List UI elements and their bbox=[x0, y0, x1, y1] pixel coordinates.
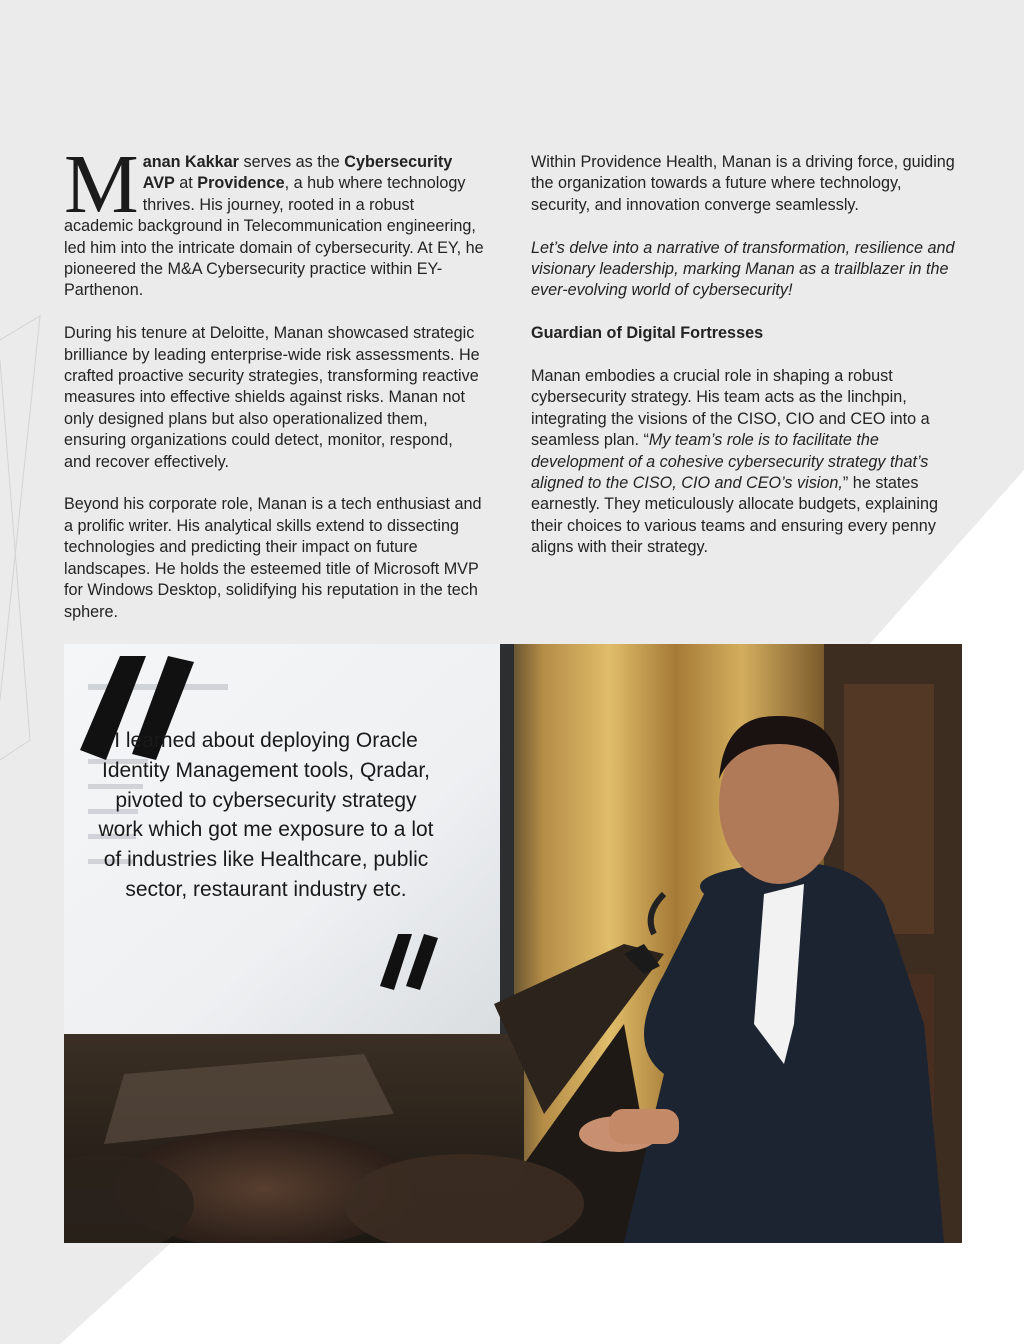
inline-quote: My team’s role is to facilitate the development of a cohesive cybersecurity strategy that’s aligned to the CISO, CIO and CEO’s vision, bbox=[531, 431, 929, 493]
pull-quote-text: I learned about deploying Oracle Identity Management tools, Qradar, pivoted to cybersecurity strategy work which got me exposure to a lot of industries like Healthcare, public sector, restaurant industry etc. bbox=[98, 729, 434, 901]
article-right-column bbox=[531, 152, 961, 580]
organization-name: Providence bbox=[197, 174, 285, 193]
close-quote-icon bbox=[380, 934, 440, 990]
intro-paragraph: Manan Kakkar serves as the Cybersecurity AVP at Providence, a hub where technology thrives. His journey, rooted in a robust academic background in Telecommunication engineering, led him into the intricate domain of cybersecurity. At EY, he pioneered the M&A Cybersecurity practice within EY-Parthenon. bbox=[64, 138, 484, 300]
section-heading: Guardian of Digital Fortresses bbox=[531, 324, 764, 343]
narrative-italic-paragraph: Let’s delve into a narrative of transformation, resilience and visionary leadership, marking Manan as a trailblazer in the ever-evolving world of cybersecurity! bbox=[531, 238, 955, 300]
person-name: anan Kakkar bbox=[142, 153, 239, 171]
deloitte-paragraph: During his tenure at Deloitte, Manan showcased strategic brilliance by leading enterprise-wide risk assessments. He crafted proactive security strategies, transforming reactive measures into effective shields against risks. Manan not only designed plans but also operationalized them, ensuring organizations could detect, monitor, respond, and recover effectively. bbox=[64, 324, 480, 471]
article-left-column bbox=[64, 138, 484, 644]
drop-cap: M bbox=[64, 138, 139, 231]
providence-paragraph: Within Providence Health, Manan is a driving force, guiding the organization towards a future where technology, security, and innovation converge seamlessly. bbox=[531, 153, 955, 214]
corporate-role-paragraph: Beyond his corporate role, Manan is a tech enthusiast and a prolific writer. His analytical skills extend to dissecting technologies and predicting their impact on future landscapes. He holds the esteemed title of Microsoft MVP for Windows Desktop, solidifying his reputation in the tech sphere. bbox=[64, 495, 482, 621]
job-title: Cybersecurity AVP bbox=[142, 153, 453, 193]
strategy-paragraph: Manan embodies a crucial role in shaping a robust cybersecurity strategy. His team acts as the linchpin, integrating the visions of the CISO, CIO and CEO into a seamless plan. “My team’s role is to facilitate the development of a cohesive cybersecurity strategy that’s aligned to the CISO, CIO and CEO’s vision,” he states earnestly. They meticulously allocate budgets, explaining their choices to various teams and ensuring every penny aligns with their strategy. bbox=[531, 367, 939, 557]
